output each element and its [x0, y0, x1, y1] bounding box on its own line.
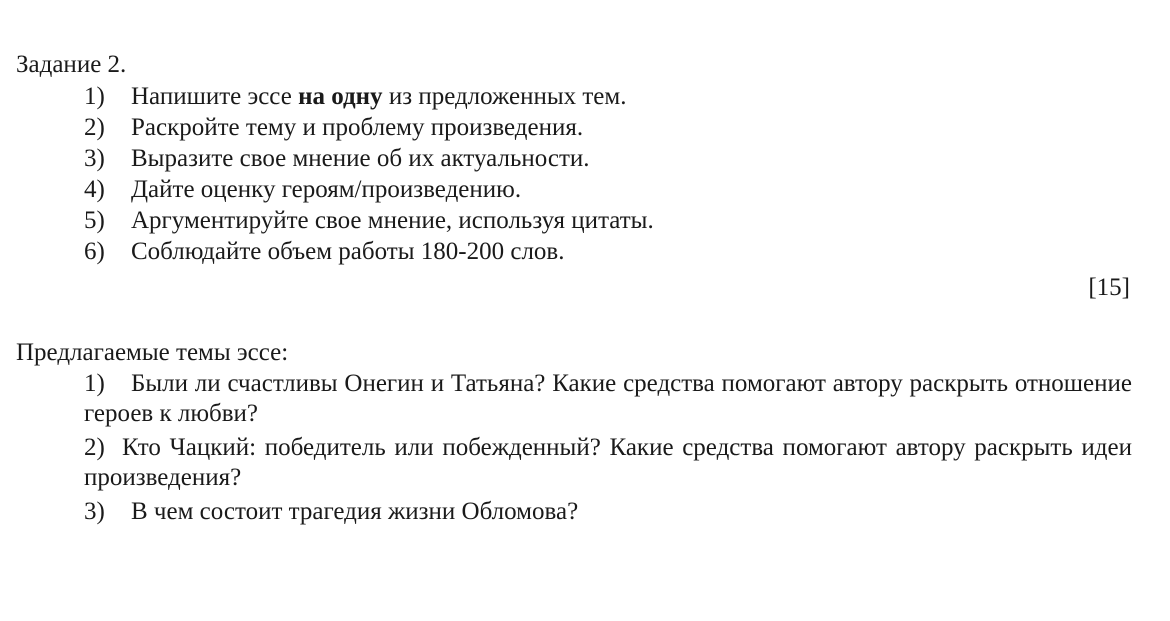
- instruction-text-after: из предложенных тем.: [382, 83, 627, 110]
- instruction-number: 6): [84, 238, 105, 265]
- task-title: Задание 2.: [16, 51, 127, 78]
- instruction-item: [84, 237, 654, 268]
- instruction-text: Выразите свое мнение об их актуальности.: [131, 145, 590, 172]
- instruction-text: Соблюдайте объем работы 180-200 слов.: [131, 238, 565, 265]
- instruction-number: 5): [84, 207, 105, 234]
- topic-text: Кто Чацкий: победитель или побежденный? Какие средства помогают автору раскрыть идеи произведения?: [84, 434, 1132, 491]
- instruction-text: Аргументируйте свое мнение, используя цитаты.: [131, 207, 654, 234]
- instruction-number: 2): [84, 114, 105, 141]
- instruction-emphasis: на одну: [298, 83, 383, 110]
- topics-title: Предлагаемые темы эссе:: [16, 339, 289, 366]
- essay-topic: [84, 433, 1132, 493]
- instruction-number: 1): [84, 83, 105, 110]
- instruction-text: Дайте оценку героям/произведению.: [131, 176, 522, 203]
- topic-number: 2): [84, 434, 105, 461]
- instruction-item: [84, 82, 654, 113]
- instruction-text-before: Напишите эссе: [131, 83, 299, 110]
- essay-topic: [84, 497, 1132, 527]
- instruction-number: 4): [84, 176, 105, 203]
- instruction-item: [84, 113, 654, 144]
- topic-text: В чем состоит трагедия жизни Обломова?: [131, 498, 579, 525]
- essay-topic: [84, 369, 1132, 429]
- topic-number: 1): [84, 370, 105, 397]
- instruction-text: Раскройте тему и проблему произведения.: [131, 114, 584, 141]
- instruction-item: [84, 175, 654, 206]
- instruction-number: 3): [84, 145, 105, 172]
- topic-text: Были ли счастливы Онегин и Татьяна? Какие средства помогают автору раскрыть отношение героев к любви?: [84, 370, 1132, 427]
- score-label: [15]: [1088, 274, 1130, 301]
- instruction-item: [84, 144, 654, 175]
- instructions-list: [84, 82, 654, 268]
- topic-number: 3): [84, 498, 105, 525]
- instruction-item: [84, 206, 654, 237]
